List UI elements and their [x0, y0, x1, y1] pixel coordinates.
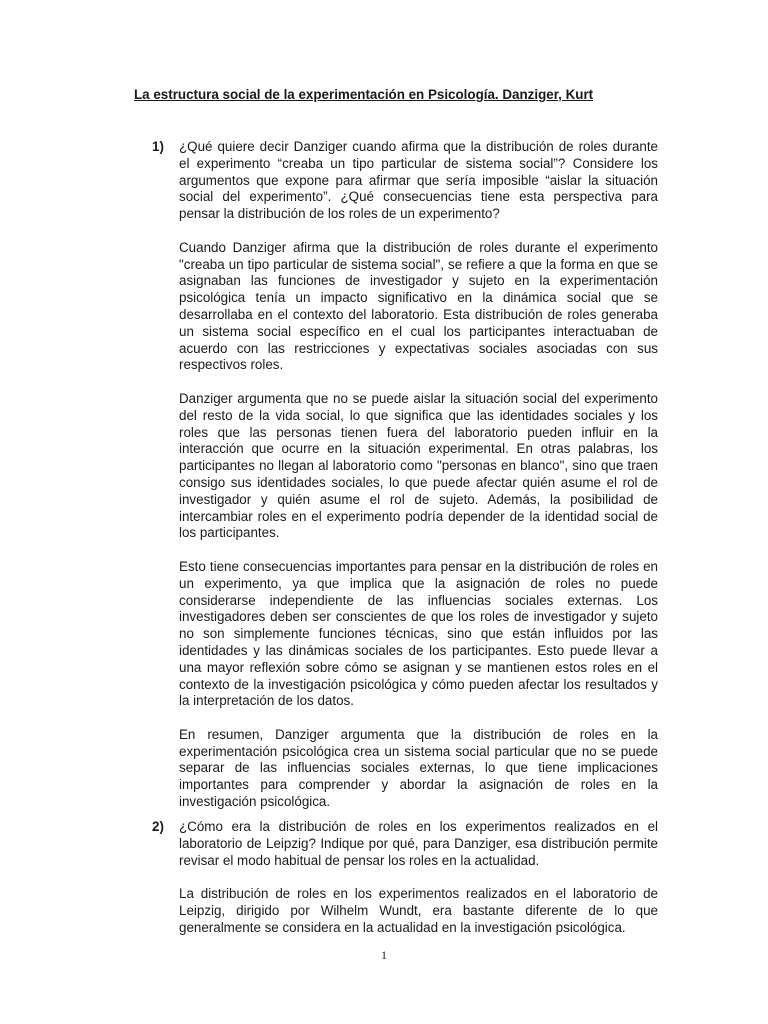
question-1-body	[179, 139, 658, 811]
question-1-number: 1)	[152, 139, 164, 154]
document-title: La estructura social de la experimentación en Psicología. Danziger, Kurt	[134, 87, 594, 102]
question-1-answer-paragraph: Esto tiene consecuencias importantes para pensar en la distribución de roles en un experimento, ya que implica que la asignación de roles no puede considerarse independiente de las influencias sociales externas. Los investigadores deben ser conscientes de que los roles de investigador y sujeto no son simplemente funciones técnicas, sino que están influidos por las identidades y las dinámicas sociales de los participantes. Esto puede llevar a una mayor reflexión sobre cómo se asignan y se mantienen estos roles en el contexto de la investigación psicológica y cómo pueden afectar los resultados y la interpretación de los datos.	[179, 558, 658, 709]
question-1-answer-paragraph: Danziger argumenta que no se puede aislar la situación social del experimento del resto de la vida social, lo que significa que las identidades sociales y los roles que las personas tienen fuera del laboratorio pueden influir en la interacción que ocurre en la situación experimental. En otras palabras, los participantes no llegan al laboratorio como "personas en blanco", sino que traen consigo sus identidades sociales, lo que puede afectar quién asume el rol de investigador y quién asume el rol de sujeto. Además, la posibilidad de intercambiar roles en el experimento podría depender de la identidad social de los participantes.	[179, 390, 658, 541]
question-2-text: ¿Cómo era la distribución de roles en los experimentos realizados en el laboratorio de Leipzig? Indique por qué, para Danziger, esa distribución permite revisar el modo habitual de pensar los roles en la actualidad.	[179, 819, 658, 868]
page-number: 1	[381, 948, 387, 962]
question-2-body	[179, 819, 658, 937]
question-1-answer-paragraph: En resumen, Danziger argumenta que la distribución de roles en la experimentación psicológica crea un sistema social particular que no se puede separar de las influencias sociales externas, lo que tiene implicaciones importantes para comprender y abordar la asignación de roles en la investigación psicológica.	[179, 726, 658, 810]
question-1-answer-paragraph: Cuando Danziger afirma que la distribución de roles durante el experimento "creaba un tipo particular de sistema social", se refiere a que la forma en que se asignaban las funciones de investigador y sujeto en la experimentación psicológica tenía un impacto significativo en la dinámica social que se desarrollaba en el contexto del laboratorio. Esta distribución de roles generaba un sistema social específico en el cual los participantes interactuaban de acuerdo con las restricciones y expectativas sociales asociadas con sus respectivos roles.	[179, 239, 658, 373]
question-2-number: 2)	[152, 819, 164, 834]
question-2-answer-paragraph: La distribución de roles en los experimentos realizados en el laboratorio de Leipzig, dirigido por Wilhelm Wundt, era bastante diferente de lo que generalmente se considera en la actualidad en la investigación psicológica.	[179, 886, 658, 935]
question-1-text: ¿Qué quiere decir Danziger cuando afirma que la distribución de roles durante el experimento “creaba un tipo particular de sistema social”? Considere los argumentos que expone para afirmar que sería imposible “aislar la situación social del experimento”. ¿Qué consecuencias tiene esta perspectiva para pensar la distribución de los roles de un experimento?	[179, 139, 658, 222]
